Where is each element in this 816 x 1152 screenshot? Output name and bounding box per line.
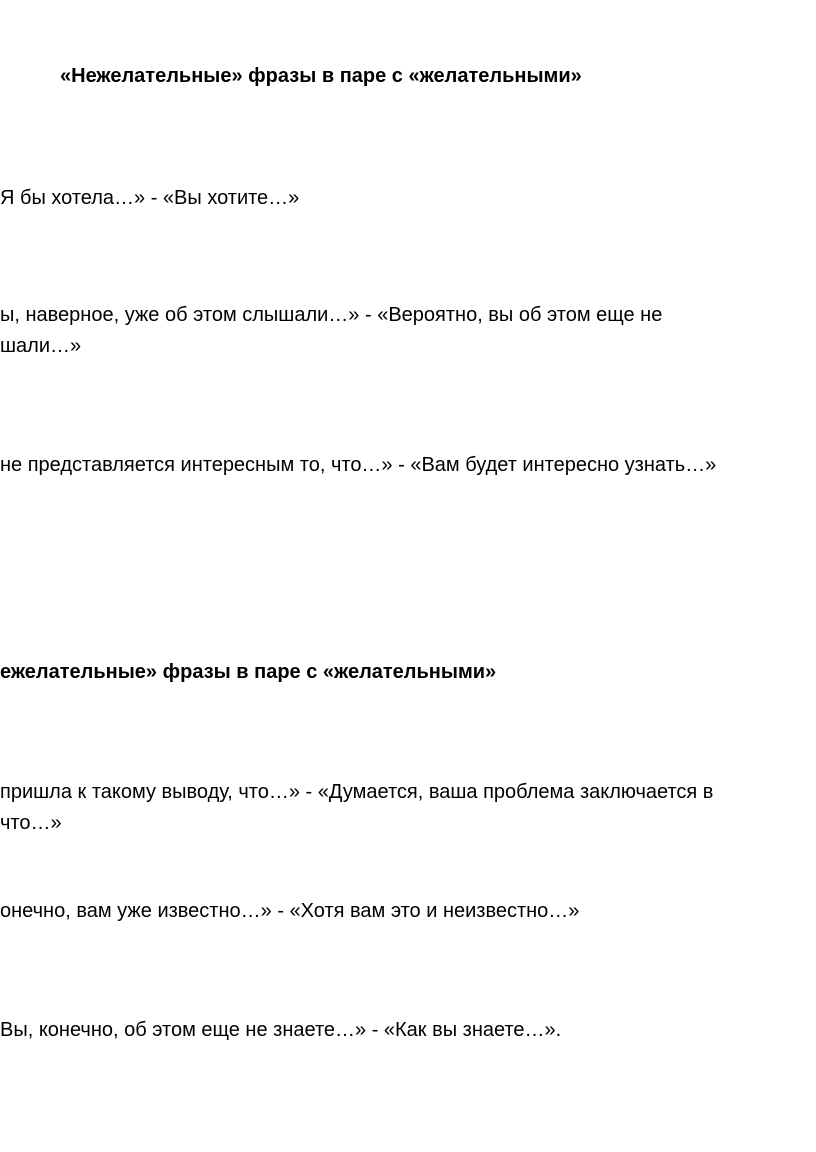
section-2-phrase-pair-3-line-1: Вы, конечно, об этом еще не знаете…» - «Как вы знаете…». bbox=[0, 1019, 562, 1041]
section-1-phrase-pair-2-line-2: шали…» bbox=[0, 335, 82, 357]
section-1-heading: «Нежелательные» фразы в паре с «желательными» bbox=[60, 65, 582, 87]
section-2-heading: ежелательные» фразы в паре с «желательными» bbox=[0, 661, 497, 683]
section-1-phrase-pair-2-line-1: ы, наверное, уже об этом слышали…» - «Вероятно, вы об этом еще не bbox=[0, 304, 663, 326]
section-1-phrase-pair-1-line-1: Я бы хотела…» - «Вы хотите…» bbox=[0, 187, 300, 209]
section-1-phrase-pair-3-line-1: не представляется интересным то, что…» - «Вам будет интересно узнать…» bbox=[0, 454, 717, 476]
section-2-phrase-pair-2-line-1: онечно, вам уже известно…» - «Хотя вам это и неизвестно…» bbox=[0, 900, 580, 922]
section-2-phrase-pair-1-line-2: что…» bbox=[0, 812, 62, 834]
section-2-phrase-pair-1-line-1: пришла к такому выводу, что…» - «Думается, ваша проблема заключается в bbox=[0, 781, 714, 803]
